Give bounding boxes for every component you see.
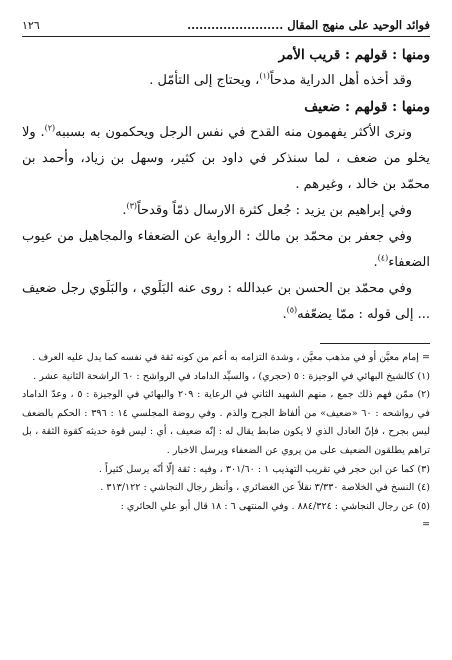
page-header: [22, 14, 430, 36]
footnote-ref-2[interactable]: (٢): [44, 123, 56, 133]
paragraph-3: وفي إبراهيم بن يزيد : جُعل كثرة الارسال ذمّاً وقدحاً$^{(٣)}$.: [122, 201, 412, 218]
paragraph-1: وقد أخذه أهل الدراية مدحاً$^{(١)}$، ويحتاج إلى التأمّل .: [149, 71, 412, 88]
main-text: [22, 42, 430, 328]
footnote-ref-1[interactable]: (١): [259, 71, 270, 81]
footnotes: [22, 349, 430, 535]
footnote-5: (٥) عن رجال النجاشي : ٨٨٤/٣٢٤ . وفي المنتهى ٦ : ١٨ قال أبو علي الحائري :: [120, 500, 430, 512]
footnote-ref-4[interactable]: (٤): [377, 253, 389, 263]
footnote-continuation: = إمام معيَّن أو في مذهب معيَّن ، وشدة التزامه به أعم من كونه ثقة في نفسه كما يدل عليه العرف .: [32, 352, 430, 363]
footnote-ref-3[interactable]: (٣): [126, 201, 138, 211]
section-heading-1: ومنها : قولهم : قريب الأمر: [278, 47, 430, 63]
paragraph-2: ونرى الأكثر يفهمون منه القدح في نفس الرجل ويحكمون به بسببه$^{(٢)}$. ولا يخلو من ضعف ، لما سنذكر في داود بن كثير، وسهل بن زياد، وأحمد بن محمّد بن خالد ، وغيرهم .: [22, 123, 430, 192]
running-title: فوائد الوحيد على منهج المقال ........................: [187, 18, 430, 32]
footnote-3: (٣) كما عن ابن حجر في تقريب التهذيب ١ : ٣٠١/٦٠ ، وفيه : ثقة إلّا أنّه يرسل كثيراً .: [98, 463, 430, 475]
footnote-1: (١) كالشيخ البهائي في الوجيزة : ٥ (حجري) ، والسيِّد الداماد في الرواشح : ٦٠ الراشحة الثانية عشر .: [33, 370, 430, 382]
footnote-separator: [320, 343, 430, 344]
footnote-2: (٢) ممّن فهم ذلك جمع ، منهم الشهيد الثاني في الرعاية : ٢٠٩ والبهائي في الوجيزة : ٥ ، وعدّ الداماد في رواشحه : ٦٠ «ضعيف» من ألفاظ الجرح والذم . وفي روضة المجلسي ١٤ : ٣٩٦ : الحكم بالضعف ليس بجرح ، فإنّ العادل الذي لا يكون ضابط يقال له : إنّه ضعيف ، أي : ليس قوة حديثه كقوة الثقة ، بل تراهم يطلقون الضعيف على من يروي عن الضعفاء ويرسل الاخبار .: [22, 389, 430, 456]
footnote-ref-5[interactable]: (٥): [286, 305, 298, 315]
paragraph-5: وفي محمّد بن الحسن بن عبدالله : روى عنه البَلَوي ، والبَلَوي رجل ضعيف ... إلى قوله : ممّا يضعّفه$^{(٥)}$.: [22, 281, 430, 322]
section-heading-2: ومنها : قولهم : ضعيف: [304, 99, 430, 115]
footnote-continuation-mark: =: [421, 519, 430, 531]
footnote-4: (٤) النسخ في الخلاصة ٣/٣٣٠ نقلاً عن الغضائري ، وأنظر رجال النجاشي : ٣١٣/١٢٢ .: [100, 482, 430, 494]
header-rule: [22, 36, 430, 37]
paragraph-4: وفي جعفر بن محمّد بن مالك : الرواية عن الضعفاء والمجاهيل من عيوب الضعفاء$^{(٤)}$.: [22, 229, 430, 270]
page-number: ١٢٦: [22, 18, 40, 32]
